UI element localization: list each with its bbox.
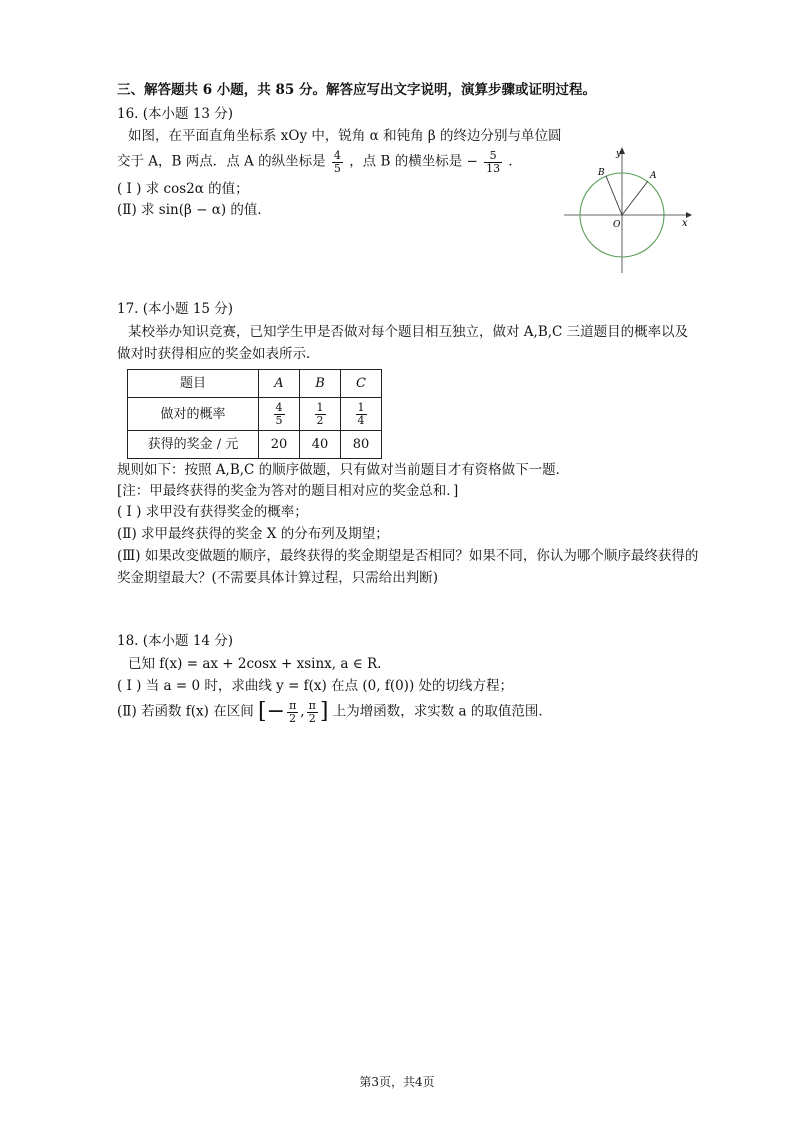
label-y: y: [616, 149, 622, 159]
prob-a-den: 5: [275, 413, 283, 427]
q18-part2: [117, 700, 552, 724]
q17-part2: (Ⅱ) 求甲最终获得的奖金 X 的分布列及期望；: [117, 526, 389, 542]
table-cell-prob-a: [259, 398, 300, 431]
q16-frac-b-num: 5: [484, 150, 502, 163]
prob-b-den: 2: [316, 413, 324, 427]
q16-line2-suffix: ．: [508, 153, 522, 170]
table-cell-award-a: 20: [259, 431, 300, 459]
interval-right-fraction: [307, 700, 318, 724]
q16-part2: (Ⅱ) 求 sin(β − α) 的值．: [117, 202, 271, 218]
q16-line2-prefix: 交于 A，B 两点．点 A 的纵坐标是: [117, 153, 326, 170]
interval-left-den: 2: [289, 711, 297, 725]
q18-part1: ( I ) 当 a = 0 时，求曲线 y = f(x) 在点 (0, f(0)) 处的切线方程；: [117, 678, 514, 694]
q18-part2-suffix: 上为增函数，求实数 a 的取值范围．: [332, 703, 552, 720]
terminal-side-alpha: [622, 181, 648, 215]
q16-statement-line1: 如图，在平面直角坐标系 xOy 中，锐角 α 和钝角 β 的终边分别与单位圆: [128, 128, 562, 144]
table-cell-award-b: 40: [300, 431, 341, 459]
prob-c-den: 4: [357, 413, 365, 427]
interval-comma: ,: [300, 703, 305, 720]
interval-left-fraction: [287, 700, 298, 724]
q17-note: [注：甲最终获得的奖金为答对的题目相对应的奖金总和．]: [117, 483, 459, 499]
table-row-label: 获得的奖金 / 元: [128, 431, 259, 459]
q17-part3-line1: (Ⅲ) 如果改变做题的顺序，最终获得的奖金期望是否相同？如果不同，你认为哪个顺序最终获得的: [117, 548, 699, 564]
interval-right-den: 2: [308, 711, 316, 725]
page-footer: 第3页，共4页: [359, 1075, 435, 1089]
q16-fraction-b: [484, 150, 502, 174]
table-row-probability: [128, 398, 382, 431]
q16-frac-a-num: 4: [333, 149, 341, 162]
table-header-row: [128, 370, 382, 398]
interval-right-bracket: ]: [319, 699, 329, 725]
q18-part2-prefix: (Ⅱ) 若函数 f(x) 在区间: [117, 703, 254, 720]
table-row-award: [128, 431, 382, 459]
prob-c-num: 1: [357, 400, 365, 414]
label-b: B: [598, 168, 605, 178]
q17-part1: ( I ) 求甲没有获得奖金的概率；: [117, 504, 308, 520]
q17-statement-line1: 某校举办知识竞赛，已知学生甲是否做对每个题目相互独立，做对 A,B,C 三道题目的概率以及: [128, 324, 689, 340]
q17-statement-line2: 做对时获得相应的奖金如表所示．: [117, 346, 320, 362]
q18-statement: 已知 f(x) = ax + 2cosx + xsinx, a ∈ R.: [128, 656, 382, 672]
table-cell-prob-c: [341, 398, 382, 431]
q16-title: 16. (本小题 13 分): [117, 106, 234, 122]
label-x: x: [682, 218, 688, 229]
table-cell-prob-b: [300, 398, 341, 431]
q17-part3-line2: 奖金期望最大？(不需要具体计算过程，只需给出判断): [117, 570, 439, 586]
label-a: A: [650, 171, 657, 181]
q16-frac-a-den: 5: [333, 161, 341, 175]
table-header-cell: 题目: [128, 370, 259, 398]
interval-left-bracket: [−: [258, 699, 286, 725]
table-cell-award-c: 80: [341, 431, 382, 459]
q16-statement-line2: [117, 150, 522, 174]
table-row-label: 做对的概率: [128, 398, 259, 431]
award-table: [127, 369, 382, 459]
table-header-cell: A: [259, 370, 300, 398]
interval-right-num: π: [308, 699, 316, 712]
q18-title: 18. (本小题 14 分): [117, 633, 234, 649]
prob-a-num: 4: [275, 400, 283, 414]
section-header: 三、解答题共 6 小题，共 85 分。解答应写出文字说明，演算步骤或证明过程。: [117, 82, 596, 98]
q16-fraction-a: [332, 150, 343, 174]
q17-title: 17. (本小题 15 分): [117, 301, 234, 317]
q17-rule: 规则如下：按照 A,B,C 的顺序做题，只有做对当前题目才有资格做下一题．: [117, 462, 570, 478]
q16-part1: ( I ) 求 cos2α 的值；: [117, 181, 249, 197]
unit-circle-figure: [564, 145, 694, 275]
table-header-cell: B: [300, 370, 341, 398]
q16-line2-mid: ，点 B 的横坐标是 −: [349, 153, 478, 170]
label-o: O: [613, 220, 621, 230]
q16-frac-b-den: 13: [486, 161, 501, 175]
table-header-cell: C: [341, 370, 382, 398]
terminal-side-beta: [606, 176, 622, 215]
interval-left-num: π: [289, 699, 297, 712]
prob-b-num: 1: [316, 400, 324, 414]
